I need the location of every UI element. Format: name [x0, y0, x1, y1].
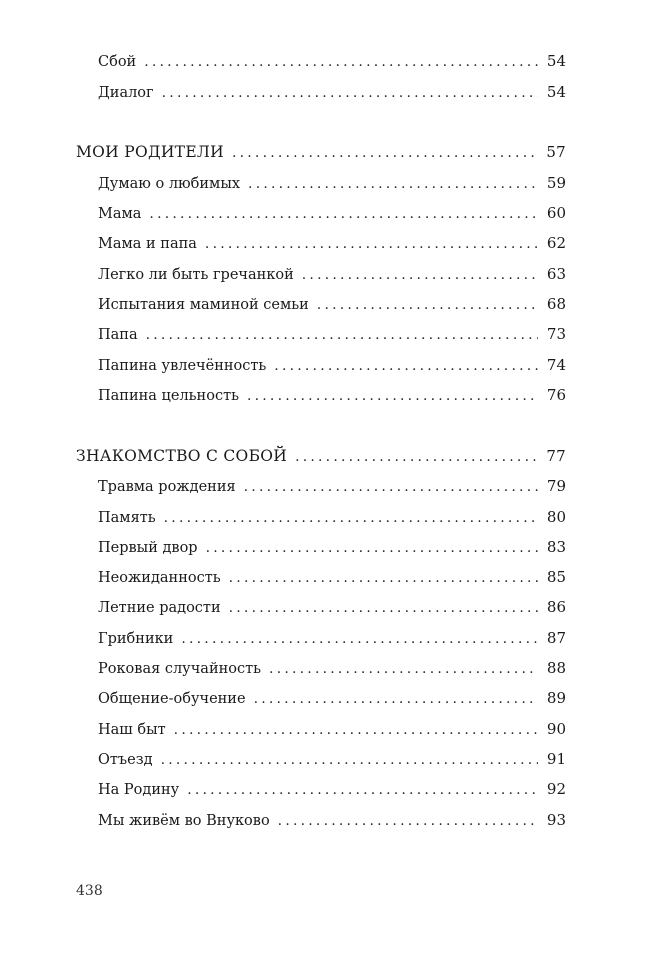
toc-entry-page: 57	[546, 143, 566, 161]
toc-entry[interactable]	[98, 231, 566, 255]
toc-leader-dots	[269, 657, 538, 681]
toc-section-heading[interactable]	[76, 140, 566, 164]
toc-entry[interactable]	[98, 595, 566, 619]
toc-entry[interactable]	[98, 353, 566, 377]
toc-entry-title: Испытания маминой семьи	[98, 297, 309, 313]
toc-entry[interactable]	[98, 505, 566, 529]
toc-leader-dots	[247, 384, 538, 408]
toc-entry-page: 93	[546, 811, 566, 829]
toc-entry[interactable]	[98, 747, 566, 771]
toc-leader-dots	[278, 809, 538, 833]
toc-entry-page: 88	[546, 659, 566, 677]
toc-entry-title: Папина увлечённость	[98, 358, 267, 374]
toc-leader-dots	[144, 50, 538, 74]
toc-entry[interactable]	[98, 535, 566, 559]
toc-leader-dots	[232, 141, 538, 165]
toc-entry-title: Мама и папа	[98, 236, 197, 252]
toc-entry-page: 73	[546, 325, 566, 343]
toc-leader-dots	[205, 232, 538, 256]
toc-entry-title: Сбой	[98, 54, 137, 70]
toc-section-title: МОИ РОДИТЕЛИ	[76, 143, 224, 161]
toc-entry-title: Наш быт	[98, 722, 166, 738]
page-number: 438	[76, 883, 103, 899]
toc-entry-title: Мы живём во Внуково	[98, 813, 270, 829]
toc-entry-page: 79	[546, 477, 566, 495]
toc-entry-page: 76	[546, 386, 566, 404]
toc-entry[interactable]	[98, 808, 566, 832]
toc-entry[interactable]	[98, 717, 566, 741]
toc-entry-title: Грибники	[98, 631, 174, 647]
toc-leader-dots	[295, 445, 538, 469]
toc-entry-page: 87	[546, 629, 566, 647]
toc-entry[interactable]	[98, 777, 566, 801]
toc-entry[interactable]	[98, 565, 566, 589]
toc-entry[interactable]	[98, 656, 566, 680]
toc-entry-page: 59	[546, 174, 566, 192]
toc-entry[interactable]	[98, 292, 566, 316]
toc-entry-title: Неожиданность	[98, 570, 221, 586]
toc-entry-title: Травма рождения	[98, 479, 236, 495]
toc-entry-title: Общение-обучение	[98, 691, 246, 707]
toc-entry-title: Легко ли быть гречанкой	[98, 267, 294, 283]
toc-leader-dots	[161, 748, 538, 772]
toc-entry-page: 85	[546, 568, 566, 586]
toc-entry-page: 63	[546, 265, 566, 283]
toc-leader-dots	[149, 202, 538, 226]
toc-leader-dots	[181, 627, 538, 651]
toc-entry[interactable]	[98, 686, 566, 710]
toc-entry-title: Память	[98, 510, 156, 526]
toc-entry-title: Папа	[98, 327, 138, 343]
toc-entry-title: Первый двор	[98, 540, 198, 556]
toc-entry-page: 92	[546, 780, 566, 798]
toc-leader-dots	[302, 263, 538, 287]
toc-entry-page: 77	[546, 447, 566, 465]
toc-entry-title: Мама	[98, 206, 142, 222]
toc-entry-page: 89	[546, 689, 566, 707]
toc-entry[interactable]	[98, 322, 566, 346]
toc-leader-dots	[248, 172, 538, 196]
toc-leader-dots	[162, 81, 538, 105]
toc-entry-page: 86	[546, 598, 566, 616]
toc-entry-page: 54	[546, 83, 566, 101]
toc-leader-dots	[164, 506, 538, 530]
toc-entry-page: 91	[546, 750, 566, 768]
toc-entry-page: 62	[546, 234, 566, 252]
toc-entry-title: Диалог	[98, 85, 154, 101]
toc-leader-dots	[187, 778, 538, 802]
toc-entry[interactable]	[98, 474, 566, 498]
toc-entry[interactable]	[98, 171, 566, 195]
toc-entry-page: 54	[546, 52, 566, 70]
toc-leader-dots	[174, 718, 538, 742]
toc-section-heading[interactable]	[76, 444, 566, 468]
toc-entry-title: На Родину	[98, 782, 180, 798]
toc-entry[interactable]	[98, 49, 566, 73]
toc-leader-dots	[206, 536, 538, 560]
toc-entry-title: Думаю о любимых	[98, 176, 241, 192]
toc-entry[interactable]	[98, 201, 566, 225]
toc-entry-page: 68	[546, 295, 566, 313]
toc-entry-page: 83	[546, 538, 566, 556]
toc-entry[interactable]	[98, 383, 566, 407]
toc-section-title: ЗНАКОМСТВО С СОБОЙ	[76, 447, 288, 465]
toc-entry-page: 90	[546, 720, 566, 738]
toc-leader-dots	[146, 323, 538, 347]
toc-entry-page: 80	[546, 508, 566, 526]
toc-entry-title: Папина цельность	[98, 388, 239, 404]
toc-leader-dots	[244, 475, 538, 499]
toc-entry-title: Роковая случайность	[98, 661, 262, 677]
toc-leader-dots	[317, 293, 538, 317]
toc-leader-dots	[274, 354, 538, 378]
toc-entry[interactable]	[98, 626, 566, 650]
toc-entry-page: 74	[546, 356, 566, 374]
toc-entry-page: 60	[546, 204, 566, 222]
toc-leader-dots	[254, 687, 538, 711]
toc-entry[interactable]	[98, 262, 566, 286]
toc-leader-dots	[229, 566, 538, 590]
toc-entry[interactable]	[98, 80, 566, 104]
toc-entry-title: Летние радости	[98, 600, 221, 616]
toc-entry-title: Отъезд	[98, 752, 153, 768]
toc-leader-dots	[229, 596, 538, 620]
